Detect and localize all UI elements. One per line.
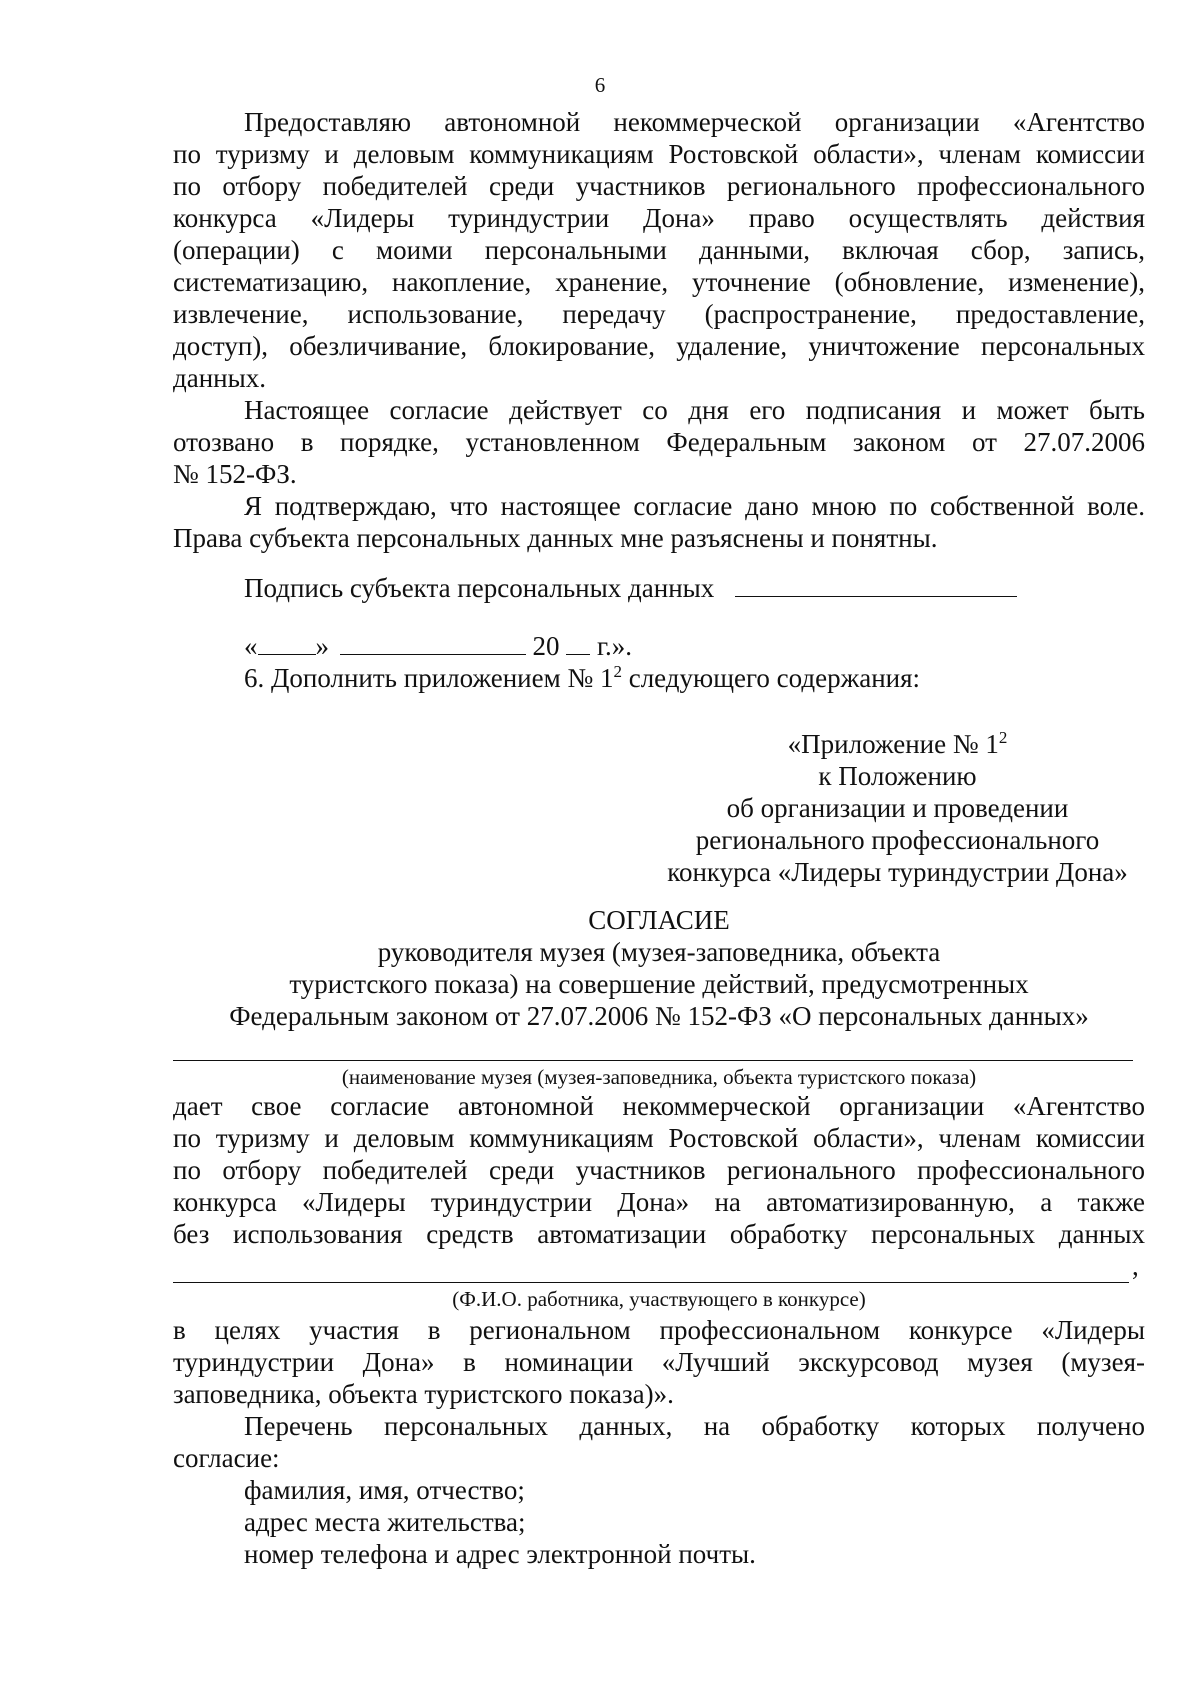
paragraph-line: по туризму и деловым коммуникациям Ростовской области», членам комиссии xyxy=(173,1123,1145,1153)
paragraph-line: по отбору победителей среди участников регионального профессионального xyxy=(173,171,1145,201)
paragraph-line: доступ), обезличивание, блокирование, удаление, уничтожение персональных xyxy=(173,331,1145,361)
paragraph-line: заповедника, объекта туристского показа)». xyxy=(173,1379,674,1409)
consent-subtitle-line: туристского показа) на совершение действий, предусмотренных xyxy=(289,969,1029,999)
signature-label: Подпись субъекта персональных данных xyxy=(244,573,715,603)
paragraph-line: дает свое согласие автономной некоммерческой организации «Агентство xyxy=(173,1091,1145,1121)
list-item: адрес места жительства; xyxy=(244,1507,526,1537)
paragraph-line: Предоставляю автономной некоммерческой организации «Агентство xyxy=(244,107,1145,137)
paragraph-line: согласие: xyxy=(173,1443,280,1473)
page-number: 6 xyxy=(594,73,606,97)
paragraph-line: без использования средств автоматизации обработку персональных данных xyxy=(173,1219,1145,1249)
month-blank xyxy=(340,632,526,655)
paragraph-line: Права субъекта персональных данных мне разъяснены и понятны. xyxy=(173,523,938,553)
item-6-sup: 2 xyxy=(613,662,622,681)
consent-title: СОГЛАСИЕ xyxy=(588,905,730,935)
paragraph-line: Я подтверждаю, что настоящее согласие дано мною по собственной воле. xyxy=(244,491,1145,521)
paragraph-line: в целях участия в региональном профессиональном конкурсе «Лидеры xyxy=(173,1315,1145,1345)
date-open-quote: « xyxy=(244,631,258,661)
paragraph-line: данных. xyxy=(173,363,267,393)
paragraph-line: по туризму и деловым коммуникациям Ростовской области», членам комиссии xyxy=(173,139,1145,169)
year-suffix: г.». xyxy=(597,631,633,661)
worker-name-caption: (Ф.И.О. работника, участвующего в конкурсе) xyxy=(452,1287,866,1311)
year-prefix: 20 xyxy=(532,631,560,661)
item-6-text: 6. Дополнить приложением № 1 xyxy=(244,663,614,693)
paragraph-line: Перечень персональных данных, на обработку которых получено xyxy=(244,1411,1145,1441)
paragraph-line: № 152-ФЗ. xyxy=(173,459,297,489)
annex-line-5: конкурса «Лидеры туриндустрии Дона» xyxy=(667,857,1128,887)
signature-blank xyxy=(735,574,1017,597)
list-item: фамилия, имя, отчество; xyxy=(244,1475,525,1505)
museum-name-blank xyxy=(173,1060,1133,1061)
worker-name-blank xyxy=(173,1282,1129,1283)
paragraph-line: (операции) с моими персональными данными, включая сбор, запись, xyxy=(173,235,1145,265)
date-line xyxy=(244,630,1145,663)
museum-name-caption: (наименование музея (музея-заповедника, объекта туристского показа) xyxy=(341,1065,977,1089)
paragraph-line: Настоящее согласие действует со дня его подписания и может быть xyxy=(244,395,1145,425)
paragraph-line: извлечение, использование, передачу (распространение, предоставление, xyxy=(173,299,1145,329)
paragraph-line: систематизацию, накопление, хранение, уточнение (обновление, изменение), xyxy=(173,267,1145,297)
consent-subtitle-line: руководителя музея (музея-заповедника, объекта xyxy=(377,937,941,967)
annex-line-2: к Положению xyxy=(818,761,977,791)
paragraph-line: по отбору победителей среди участников регионального профессионального xyxy=(173,1155,1145,1185)
paragraph-line: туриндустрии Дона» в номинации «Лучший экскурсовод музея (музея- xyxy=(173,1347,1145,1377)
paragraph-line: отозвано в порядке, установленном Федеральным законом от 27.07.2006 xyxy=(173,427,1145,457)
paragraph-line: конкурса «Лидеры туриндустрии Дона» право осуществлять действия xyxy=(173,203,1145,233)
annex-line-4: регионального профессионального xyxy=(695,825,1100,855)
item-6-text-after: следующего содержания: xyxy=(621,663,921,693)
signature-line xyxy=(244,572,1145,605)
year-blank xyxy=(566,632,590,655)
annex-line-1: «Приложение № $1^2$ xyxy=(787,728,1008,759)
date-close-quote: » xyxy=(315,631,329,661)
annex-line-3: об организации и проведении xyxy=(726,793,1069,823)
list-item: номер телефона и адрес электронной почты. xyxy=(244,1539,756,1569)
paragraph-line: конкурса «Лидеры туриндустрии Дона» на автоматизированную, а также xyxy=(173,1187,1145,1217)
comma: , xyxy=(1132,1251,1139,1281)
day-blank xyxy=(258,632,316,655)
item-6-line xyxy=(244,662,1145,695)
consent-subtitle-line: Федеральным законом от 27.07.2006 № 152-ФЗ «О персональных данных» xyxy=(229,1001,1089,1031)
